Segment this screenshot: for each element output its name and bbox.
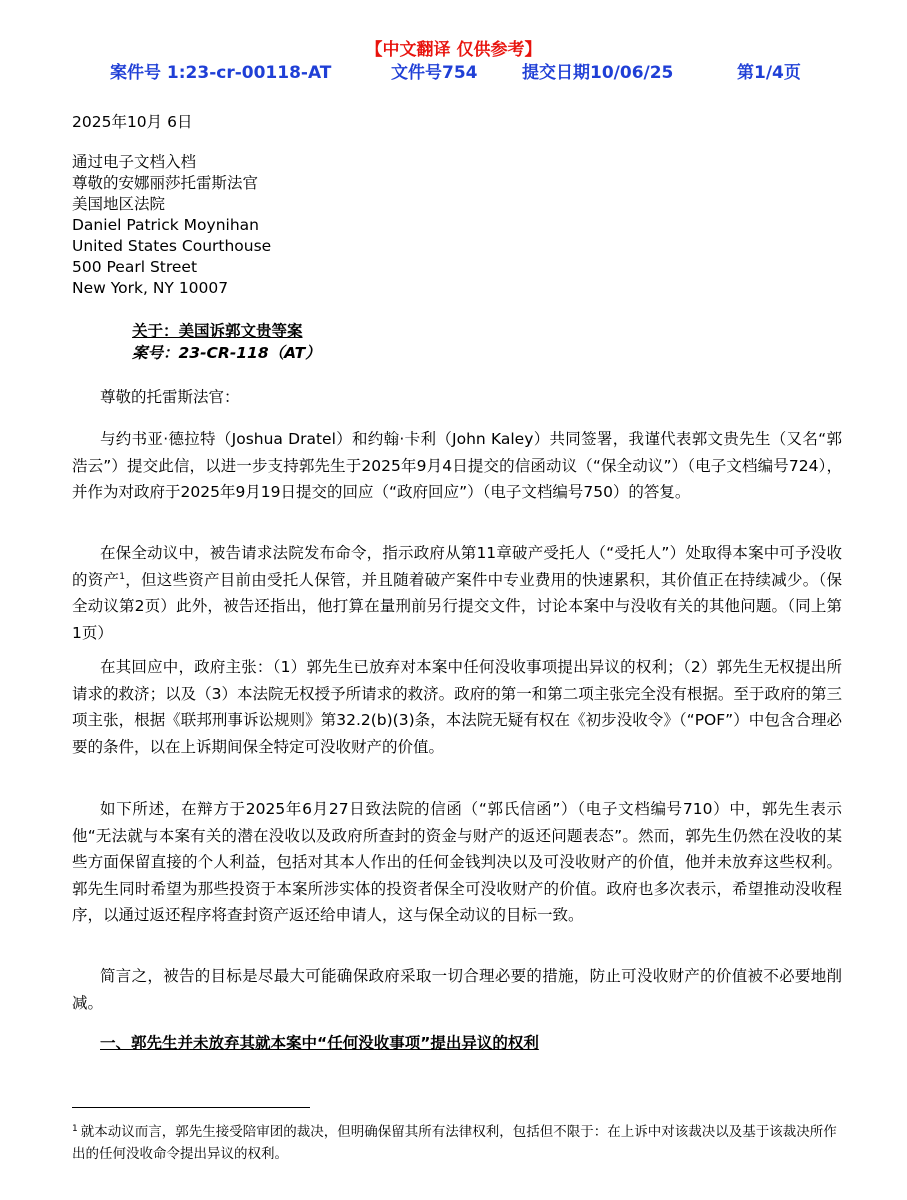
body-paragraph: 简言之，被告的目标是尽最大可能确保政府采取一切合理必要的措施，防止可没收财产的价值被不必要地削减。	[72, 967, 842, 1012]
address-line: Daniel Patrick Moynihan	[72, 216, 259, 234]
letter-date: 2025年10月 6日	[72, 113, 193, 131]
footnote-mark: 1	[72, 1124, 78, 1134]
paragraph-text: 在保全动议中，被告请求法院发布命令，指示政府从第11章破产受托人（“受托人”）处取得本案中可予没收的资产	[72, 544, 842, 589]
footnote-divider	[72, 1107, 310, 1108]
address-line: 尊敬的安娜丽莎托雷斯法官	[72, 174, 259, 192]
footnote-text: 就本动议而言，郭先生接受陪审团的裁决，但明确保留其所有法律权利，包括但不限于：在上诉中对该裁决以及基于该裁决所作出的任何没收命令提出异议的权利。	[72, 1124, 837, 1162]
filed-date: 提交日期10/06/25	[522, 63, 674, 83]
address-line: 500 Pearl Street	[72, 258, 198, 276]
address-line: New York, NY 10007	[72, 279, 229, 297]
body-paragraph	[72, 540, 842, 646]
body-paragraph: 如下所述，在辩方于2025年6月27日致法院的信函（“郭氏信函”）（电子文档编号710）中，郭先生表示他“无法就与本案有关的潜在没收以及政府所查封的资金与财产的返还问题表态”。然而，郭先生仍然在没收的某些方面保留直接的个人利益，包括对其本人作出的任何金钱判决以及可没收财产的价值，他并未放弃这些权利。郭先生同时希望为那些投资于本案所涉实体的投资者保全可没收财产的价值。政府也多次表示，希望推动没收程序，以通过返还程序将查封资产返还给申请人，这与保全动议的目标一致。	[72, 800, 842, 924]
page-number: 第1/4页	[737, 63, 801, 83]
address-line: 美国地区法院	[72, 195, 166, 213]
footnote-reference: 1	[119, 571, 125, 582]
paragraph-text: ，但这些资产目前由受托人保管，并且随着破产案件中专业费用的快速累积，其价值正在持续减少。（保全动议第2页）此外，被告还指出，他打算在量刑前另行提交文件，讨论本案中与没收有关的其他问题。（同上第1页）	[72, 570, 842, 642]
footnote	[72, 1118, 844, 1165]
case-number: 案件号 1:23-cr-00118-AT	[110, 63, 332, 83]
translation-note: 【中文翻译 仅供参考】	[365, 40, 542, 60]
address-block	[72, 152, 271, 299]
address-line: 通过电子文档入档	[72, 153, 197, 171]
re-title: 关于：美国诉郭文贵等案	[132, 322, 303, 340]
document-number: 文件号754	[391, 63, 478, 83]
salutation: 尊敬的托雷斯法官：	[100, 388, 240, 406]
section-heading: 一、郭先生并未放弃其就本案中“任何没收事项”提出异议的权利	[100, 1034, 539, 1052]
re-block	[132, 320, 321, 364]
re-case-number: 案号：23-CR-118（AT）	[132, 344, 321, 362]
case-header	[0, 58, 907, 82]
body-paragraph: 在其回应中，政府主张：（1）郭先生已放弃对本案中任何没收事项提出异议的权利；（2）郭先生无权提出所请求的救济；以及（3）本法院无权授予所请求的救济。政府的第一和第二项主张完全没有根据。至于政府的第三项主张，根据《联邦刑事诉讼规则》第32.2(b)(3)条，本法院无疑有权在《初步没收令》（“POF”）中包含合理必要的条件，以在上诉期间保全特定可没收财产的价值。	[72, 658, 842, 756]
body-paragraph: 与约书亚·德拉特（Joshua Dratel）和约翰·卡利（John Kaley）共同签署，我谨代表郭文贵先生（又名“郭浩云”）提交此信，以进一步支持郭先生于2025年9月4日提交的信函动议（“保全动议”）（电子文档编号724），并作为对政府于2025年9月19日提交的回应（“政府回应”）（电子文档编号750）的答复。	[72, 430, 842, 501]
address-line: United States Courthouse	[72, 237, 272, 255]
